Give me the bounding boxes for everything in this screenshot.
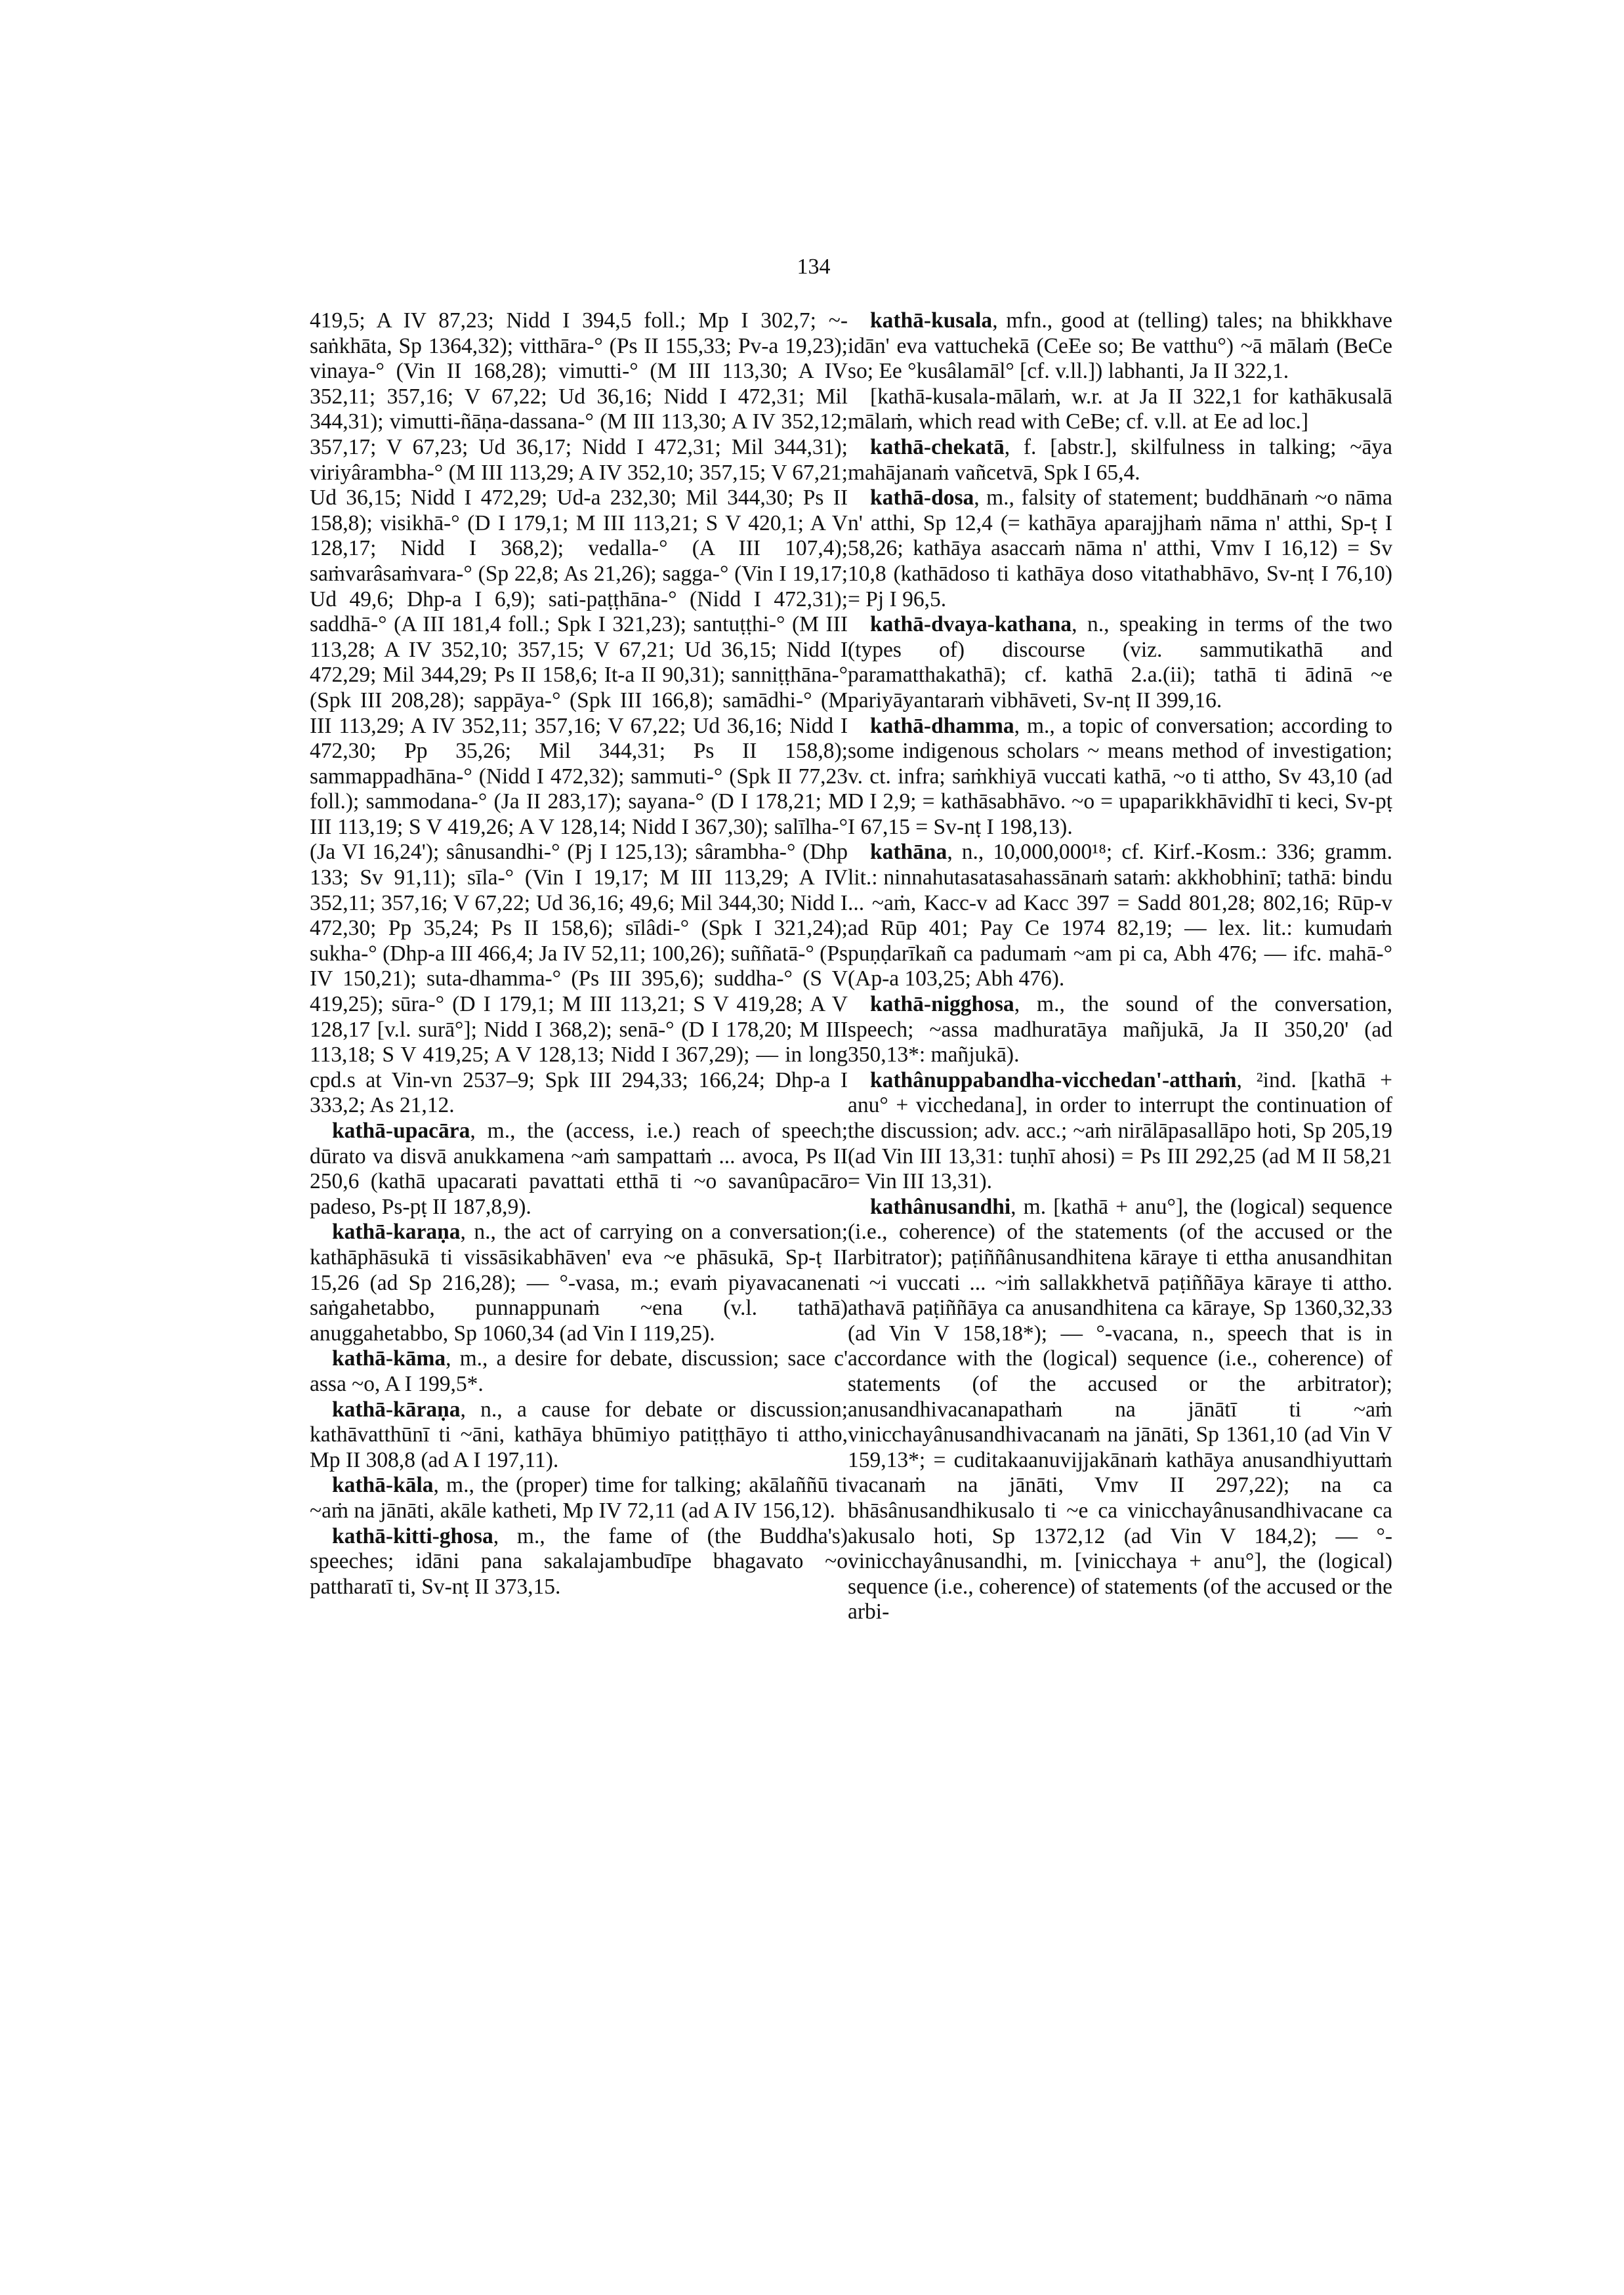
entry-headword: kathā-dvaya-kathana <box>870 612 1072 637</box>
entry-headword: kathânusandhi <box>870 1194 1011 1219</box>
entry-text: , ²ind. [kathā + anu° + vicchedana], in order to interrupt the continuation of the discussion; adv. acc.; ~aṁ nirālāpasallāpo hoti, Sp 205,19 (ad Vin III 13,31: tuṇhī ahosi) = Ps III 292,25 (ad M II 58,21 = Vin III 13,31). <box>848 1067 1392 1194</box>
entry-headword: kathânuppabandha-vicchedan'-atthaṁ <box>870 1067 1237 1092</box>
dictionary-entry <box>310 1220 848 1346</box>
dictionary-entry <box>848 1195 1392 1625</box>
entry-text: , m., a topic of conversation; according to some indigenous scholars ~ means method of investigation; v. ct. infra; saṁkhiyā vuccati kathā, ~o ti attho, Sv 43,10 (ad D I 2,9; = kathāsabhāvo. ~o = upaparikkhāvidhī ti keci, Sv-pṭ I 67,15 = Sv-nṭ I 198,13). <box>848 713 1392 839</box>
entry-headword: kathā-chekatā <box>870 434 1005 459</box>
entry-headword: kathā-dhamma <box>870 713 1014 738</box>
entry-text: , m., the sound of the conversation, speech; ~assa madhuratāya mañjukā, Ja II 350,20' (ad 350,13*: mañjukā). <box>848 992 1392 1067</box>
entry-headword: kathā-kusala <box>870 308 993 333</box>
dictionary-entry <box>848 308 1392 384</box>
entry-headword: kathā-kāma <box>332 1346 446 1371</box>
entry-text: , n., the act of carrying on a conversation; kathāphāsukā ti vissāsikabhāven' eva ~e phāsukā, Sp-ṭ II 15,26 (ad Sp 216,28); — °-vasa, m.; evaṁ piyavacanena saṅgahetabbo, punnappunaṁ ~ena (v.l. tathā) anuggahetabbo, Sp 1060,34 (ad Vin I 119,25). <box>310 1220 848 1346</box>
left-column <box>310 308 848 1600</box>
entry-text: , mfn., good at (telling) tales; na bhikkhave idān' eva vattuchekā (CeEe so; Be vatthu°) ~ā mālaṁ (BeCe so; Ee °kusâlamāl° [cf. v.ll.]) labhanti, Ja II 322,1. <box>848 308 1392 384</box>
entry-text: , f. [abstr.], skilfulness in talking; ~āya mahājanaṁ vañcetvā, Spk I 65,4. <box>848 434 1392 485</box>
entry-text: , n., 10,000,000¹⁸; cf. Kirf.-Kosm.: 336; gramm. lit.: ninnahutasatasahassānaṁ sataṁ: akkhobhinī; tathā: bindu ... ~aṁ, Kacc-v ad Kacc 397 = Sadd 801,28; 802,16; Rūp-v ad Rūp 401; Pay Ce 1974 82,19; — lex. lit.: kumudaṁ puṇḍarīkañ ca padumaṁ ~am pi ca, Abh 476; — ifc. mahā-° (Ap-a 103,25; Abh 476). <box>848 840 1392 991</box>
entry-text: , n., speaking in terms of the two (types of) discourse (viz. sammutikathā and paramatthakathā); cf. kathā 2.a.(ii); tathā ti ādinā ~e pariyāyantaraṁ vibhāveti, Sv-nṭ II 399,16. <box>848 612 1392 713</box>
dictionary-entry <box>310 1397 848 1474</box>
dictionary-entry <box>310 1473 848 1523</box>
entry-headword: kathā-nigghosa <box>870 992 1014 1017</box>
entry-continuation <box>310 308 848 1119</box>
entry-headword: kathā-kāla <box>332 1473 434 1498</box>
entry-headword: kathā-karaṇa <box>332 1220 461 1245</box>
entry-text: [kathā-kusala-mālaṁ, w.r. at Ja II 322,1 for kathākusalā mālaṁ, which read with CeBe; cf. v.ll. at Ee ad loc.] <box>848 384 1392 434</box>
entry-text: , m., the (proper) time for talking; akālaññū ti ~aṁ na jānāti, akāle katheti, Mp IV 72,11 (ad A IV 156,12). <box>310 1473 848 1523</box>
entry-text: , m., the (access, i.e.) reach of speech; dūrato va disvā anukkamena ~aṁ sampattaṁ ... avoca, Ps II 250,6 (kathā upacarati pavattati etthā ti ~o savanûpacāro padeso, Ps-pṭ II 187,8,9). <box>310 1119 848 1219</box>
entry-headword: kathāna <box>870 840 947 865</box>
dictionary-entry <box>848 486 1392 612</box>
entry-headword: kathā-dosa <box>870 486 974 510</box>
entry-text: , m. [kathā + anu°], the (logical) sequence (i.e., coherence) of the statements (of the accused or the arbitrator); paṭiññânusandhitena kāraye ti ettha anusandhitan ti ~i vuccati ... ~iṁ sallakkhetvā paṭiññāya kāraye ti attho. athavā paṭiññāya ca anusandhitena ca kāraye, Sp 1360,32,33 (ad Vin V 158,18*); — °-vacana, n., speech that is in accordance with the (logical) sequence (i.e., coherence) of statements (of the accused or the arbitrator); anusandhivacanapathaṁ na jānātī ti ~aṁ vinicchayânusandhivacanaṁ na jānāti, Sp 1361,10 (ad Vin V 159,13*; = cuditakaanuvijjakānaṁ kathāya anusandhiyuttaṁ vacanaṁ na jānāti, Vmv II 297,22); na ca bhāsânusandhikusalo ti ~e ca vinicchayânusandhivacane ca akusalo hoti, Sp 1372,12 (ad Vin V 184,2); — °-vinicchayânusandhi, m. [vinicchaya + anu°], the (logical) sequence (i.e., coherence) of statements (of the accused or the arbi- <box>848 1194 1392 1624</box>
entry-headword: kathā-upacāra <box>332 1119 470 1143</box>
dictionary-entry <box>310 1119 848 1220</box>
dictionary-entry <box>848 840 1392 992</box>
editorial-note <box>848 384 1392 435</box>
entry-headword: kathā-kitti-ghosa <box>332 1523 493 1548</box>
entry-text: 419,5; A IV 87,23; Nidd I 394,5 foll.; Mp I 302,7; ~-saṅkhāta, Sp 1364,32); vitthāra-° (Ps II 155,33; Pv-a 19,23); vinaya-° (Vin II 168,28); vimutti-° (M III 113,30; A IV 352,11; 357,16; V 67,22; Ud 36,16; Nidd I 472,31; Mil 344,31); vimutti-ñāṇa-dassana-° (M III 113,30; A IV 352,12; 357,17; V 67,23; Ud 36,17; Nidd I 472,31; Mil 344,31); viriyârambha-° (M III 113,29; A IV 352,10; 357,15; V 67,21; Ud 36,15; Nidd I 472,29; Ud-a 232,30; Mil 344,30; Ps II 158,8); visikhā-° (D I 179,1; M III 113,21; S V 420,1; A V 128,17; Nidd I 368,2); vedalla-° (A III 107,4); saṁvarâsaṁvara-° (Sp 22,8; As 21,26); sagga-° (Vin I 19,17; Ud 49,6; Dhp-a I 6,9); sati-paṭṭhāna-° (Nidd I 472,31); saddhā-° (A III 181,4 foll.; Spk I 321,23); santuṭṭhi-° (M III 113,28; A IV 352,10; 357,15; V 67,21; Ud 36,15; Nidd I 472,29; Mil 344,29; Ps II 158,6; It-a II 90,31); sanniṭṭhāna-° (Spk III 208,28); sappāya-° (Spk III 166,8); samādhi-° (M III 113,29; A IV 352,11; 357,16; V 67,22; Ud 36,16; Nidd I 472,30; Pp 35,26; Mil 344,31; Ps II 158,8); sammappadhāna-° (Nidd I 472,32); sammuti-° (Spk II 77,23 foll.); sammodana-° (Ja II 283,17); sayana-° (D I 178,21; M III 113,19; S V 419,26; A V 128,14; Nidd I 367,30); salīlha-° (Ja VI 16,24'); sânusandhi-° (Pj I 125,13); sârambha-° (Dhp 133; Sv 91,11); sīla-° (Vin I 19,17; M III 113,29; A IV 352,11; 357,16; V 67,22; Ud 36,16; 49,6; Mil 344,30; Nidd I 472,30; Pp 35,24; Ps II 158,6); sīlâdi-° (Spk I 321,24); sukha-° (Dhp-a III 466,4; Ja IV 52,11; 100,26); suññatā-° (Ps IV 150,21); suta-dhamma-° (Ps III 395,6); suddha-° (S V 419,25); sūra-° (D I 179,1; M III 113,21; S V 419,28; A V 128,17 [v.l. surā°]; Nidd I 368,2); senā-° (D I 178,20; M III 113,18; S V 419,25; A V 128,13; Nidd I 367,29); — in long cpd.s at Vin-vn 2537–9; Spk III 294,33; 166,24; Dhp-a I 333,2; As 21,12. <box>310 308 848 1118</box>
dictionary-entry <box>848 714 1392 840</box>
dictionary-entry <box>848 992 1392 1068</box>
entry-text: , n., a cause for debate or discussion; kathāvatthūnī ti ~āni, kathāya bhūmiyo patiṭṭhāyo ti attho, Mp II 308,8 (ad A I 197,11). <box>310 1397 848 1472</box>
dictionary-entry <box>310 1346 848 1397</box>
entry-headword: kathā-kāraṇa <box>332 1397 461 1422</box>
page-number: 134 <box>797 255 831 279</box>
entry-text: , m., a desire for debate, discussion; sace c' assa ~o, A I 199,5*. <box>310 1346 848 1396</box>
dictionary-entry <box>848 1068 1392 1195</box>
dictionary-entry <box>310 1524 848 1600</box>
entry-text: , m., falsity of statement; buddhānaṁ ~o nāma n' atthi, Sp 12,4 (= kathāya aparajjhaṁ nāma n' atthi, Sp-ṭ I 58,26; kathāya asaccaṁ nāma n' atthi, Vmv I 16,12) = Sv 10,8 (kathādoso ti kathāya doso vitathabhāvo, Sv-nṭ I 76,10) = Pj I 96,5. <box>848 486 1392 611</box>
right-column <box>848 308 1392 1625</box>
entry-text: , m., the fame of (the Buddha's) speeches; idāni pana sakalajambudīpe bhagavato ~o pattharatī ti, Sv-nṭ II 373,15. <box>310 1523 848 1599</box>
dictionary-entry <box>848 435 1392 486</box>
dictionary-entry <box>848 612 1392 713</box>
